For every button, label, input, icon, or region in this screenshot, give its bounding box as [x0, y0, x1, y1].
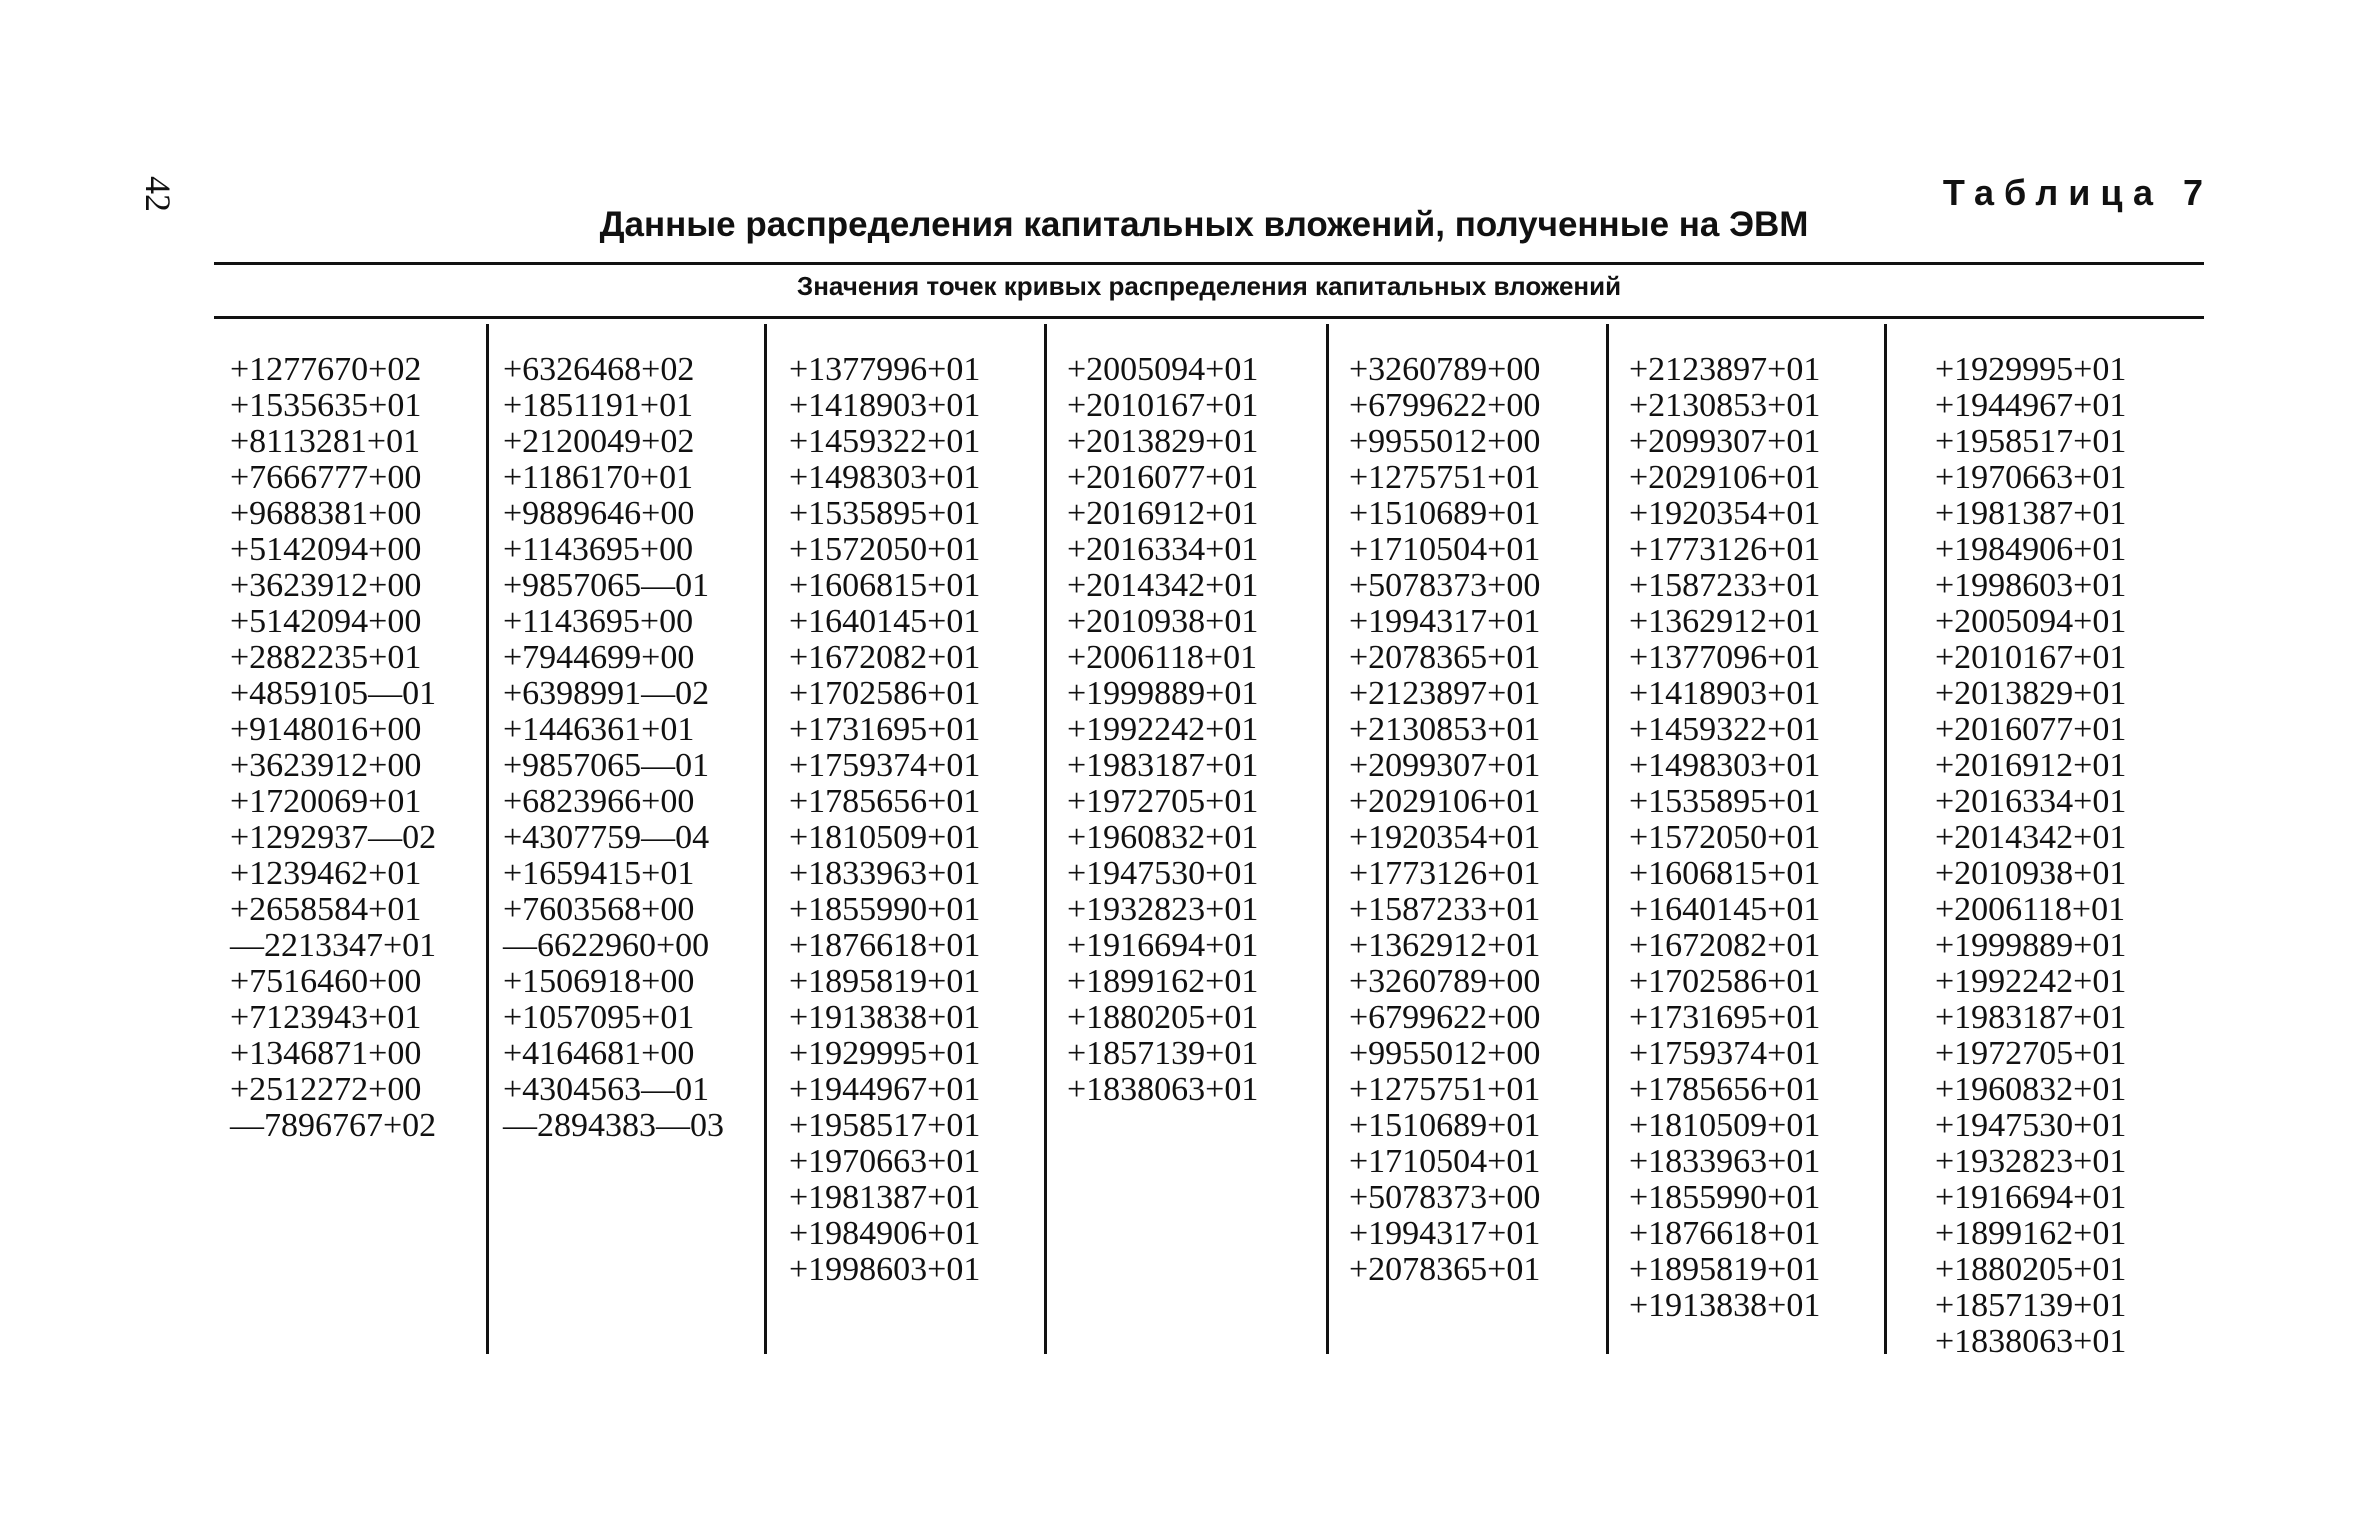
table-cell: +1498303+01	[1629, 747, 1821, 784]
table-cell: +2882235+01	[230, 639, 422, 676]
data-column-5	[1326, 324, 1610, 1354]
table-cell: +1838063+01	[1067, 1071, 1259, 1108]
table-cell: +6799622+00	[1349, 387, 1541, 424]
table-cell: +1459322+01	[789, 423, 981, 460]
table-title: Данные распределения капитальных вложений, полученные на ЭВМ	[599, 205, 1809, 244]
table-cell: +1833963+01	[789, 855, 981, 892]
table-cell: +5078373+00	[1349, 567, 1541, 604]
table-cell: +1913838+01	[789, 999, 981, 1036]
table-cell: +1377996+01	[789, 351, 981, 388]
table-cell: +1920354+01	[1629, 495, 1821, 532]
table-cell: +1731695+01	[789, 711, 981, 748]
table-cell: +1362912+01	[1629, 603, 1821, 640]
table-cell: +1984906+01	[1935, 531, 2127, 568]
table-cell: +1916694+01	[1067, 927, 1259, 964]
table-cell: +1606815+01	[1629, 855, 1821, 892]
table-cell: +1640145+01	[1629, 891, 1821, 928]
table-cell: +3260789+00	[1349, 963, 1541, 1000]
table-cell: +9955012+00	[1349, 1035, 1541, 1072]
table-cell: +2512272+00	[230, 1071, 422, 1108]
table-cell: +2013829+01	[1067, 423, 1259, 460]
table-cell: +2016334+01	[1067, 531, 1259, 568]
table-cell: +6398991—02	[503, 675, 710, 712]
value-list	[1935, 352, 2184, 1360]
table-cell: +9688381+00	[230, 495, 422, 532]
table-cell: +5078373+00	[1349, 1179, 1541, 1216]
table-cell: +1960832+01	[1067, 819, 1259, 856]
table-cell: +1880205+01	[1935, 1251, 2127, 1288]
table-cell: +1672082+01	[789, 639, 981, 676]
page-number: 42	[138, 176, 178, 212]
table-cell: +1510689+01	[1349, 1107, 1541, 1144]
table-cell: +1239462+01	[230, 855, 422, 892]
table-cell: +3260789+00	[1349, 351, 1541, 388]
table-cell: +1855990+01	[1629, 1179, 1821, 1216]
data-columns	[214, 324, 2204, 1360]
table-cell: —7896767+02	[230, 1107, 437, 1144]
table-cell: +1277670+02	[230, 351, 422, 388]
table-cell: +5142094+00	[230, 603, 422, 640]
table-cell: +1970663+01	[1935, 459, 2127, 496]
table-cell: +4859105—01	[230, 675, 437, 712]
table-cell: +2120049+02	[503, 423, 695, 460]
table-cell: +1983187+01	[1067, 747, 1259, 784]
data-column-3	[764, 324, 1048, 1354]
table-cell: +1506918+00	[503, 963, 695, 1000]
table-cell: +1346871+00	[230, 1035, 422, 1072]
table-cell: +2005094+01	[1067, 351, 1259, 388]
table-cell: +1972705+01	[1067, 783, 1259, 820]
table-cell: +1876618+01	[1629, 1215, 1821, 1252]
table-cell: +1275751+01	[1349, 459, 1541, 496]
table-cell: +3623912+00	[230, 747, 422, 784]
table-cell: +2014342+01	[1067, 567, 1259, 604]
table-cell: +4304563—01	[503, 1071, 710, 1108]
table-cell: +1702586+01	[1629, 963, 1821, 1000]
table-cell: +1998603+01	[1935, 567, 2127, 604]
table-cell: +1999889+01	[1067, 675, 1259, 712]
table-cell: +1916694+01	[1935, 1179, 2127, 1216]
table-cell: +1773126+01	[1629, 531, 1821, 568]
table-cell: +1970663+01	[789, 1143, 981, 1180]
table-cell: +1851191+01	[503, 387, 694, 424]
table-cell: +6823966+00	[503, 783, 695, 820]
table-cell: +1932823+01	[1935, 1143, 2127, 1180]
table-cell: +1510689+01	[1349, 495, 1541, 532]
table-cell: +1833963+01	[1629, 1143, 1821, 1180]
table-cell: +1958517+01	[789, 1107, 981, 1144]
table-cell: +1899162+01	[1935, 1215, 2127, 1252]
table-cell: +1947530+01	[1067, 855, 1259, 892]
table-cell: +1446361+01	[503, 711, 695, 748]
table-subheader: Значения точек кривых распределения капитальных вложений	[796, 271, 1622, 301]
table-cell: +1880205+01	[1067, 999, 1259, 1036]
table-cell: +1759374+01	[789, 747, 981, 784]
table-cell: +2123897+01	[1629, 351, 1821, 388]
table-cell: +1606815+01	[789, 567, 981, 604]
table-cell: +9857065—01	[503, 747, 710, 784]
table-cell: +2010938+01	[1935, 855, 2127, 892]
table-cell: +1535895+01	[789, 495, 981, 532]
table-cell: +2005094+01	[1935, 603, 2127, 640]
data-column-6	[1606, 324, 1890, 1354]
header-rule	[214, 316, 2204, 319]
table-cell: +1838063+01	[1935, 1323, 2127, 1360]
table-cell: +1983187+01	[1935, 999, 2127, 1036]
table-cell: +1944967+01	[789, 1071, 981, 1108]
table-cell: +2006118+01	[1067, 639, 1258, 676]
value-list	[1629, 352, 1890, 1324]
table-cell: +1857139+01	[1935, 1287, 2127, 1324]
table-cell: +3623912+00	[230, 567, 422, 604]
table-cell: +1659415+01	[503, 855, 695, 892]
table-cell: +1720069+01	[230, 783, 422, 820]
table-cell: +1947530+01	[1935, 1107, 2127, 1144]
table-cell: +1913838+01	[1629, 1287, 1821, 1324]
table-label: Таблица 7	[1942, 172, 2213, 213]
table-cell: +1857139+01	[1067, 1035, 1259, 1072]
table-cell: +7516460+00	[230, 963, 422, 1000]
table-cell: +2016077+01	[1935, 711, 2127, 748]
table-cell: +7123943+01	[230, 999, 422, 1036]
table-cell: +1992242+01	[1067, 711, 1259, 748]
table-cell: +1998603+01	[789, 1251, 981, 1288]
table-cell: +6326468+02	[503, 351, 695, 388]
table-cell: +1899162+01	[1067, 963, 1259, 1000]
table-cell: +1992242+01	[1935, 963, 2127, 1000]
table-cell: +2010938+01	[1067, 603, 1259, 640]
table-cell: +1362912+01	[1349, 927, 1541, 964]
table-cell: +1418903+01	[1629, 675, 1821, 712]
table-cell: +4307759—04	[503, 819, 710, 856]
table-cell: —2213347+01	[230, 927, 437, 964]
table-cell: +1535895+01	[1629, 783, 1821, 820]
table-cell: +1186170+01	[503, 459, 694, 496]
table-cell: +1710504+01	[1349, 531, 1541, 568]
table-cell: +1572050+01	[1629, 819, 1821, 856]
table-cell: +2130853+01	[1349, 711, 1541, 748]
value-list	[1349, 352, 1610, 1288]
table-cell: +1999889+01	[1935, 927, 2127, 964]
table-cell: +2099307+01	[1629, 423, 1821, 460]
table-cell: +2006118+01	[1935, 891, 2126, 928]
value-list	[789, 352, 1048, 1288]
table-cell: +1292937—02	[230, 819, 437, 856]
table-cell: +1785656+01	[789, 783, 981, 820]
table-cell: +1572050+01	[789, 531, 981, 568]
table-cell: +1587233+01	[1629, 567, 1821, 604]
table-cell: +4164681+00	[503, 1035, 695, 1072]
table-cell: +1459322+01	[1629, 711, 1821, 748]
table-cell: +1498303+01	[789, 459, 981, 496]
table-cell: +2016912+01	[1935, 747, 2127, 784]
table-cell: +1057095+01	[503, 999, 695, 1036]
table-cell: +6799622+00	[1349, 999, 1541, 1036]
table-cell: +1960832+01	[1935, 1071, 2127, 1108]
table-cell: +1418903+01	[789, 387, 981, 424]
table-cell: +2029106+01	[1629, 459, 1821, 496]
table-cell: +9148016+00	[230, 711, 422, 748]
table-cell: +2014342+01	[1935, 819, 2127, 856]
table-cell: —6622960+00	[503, 927, 710, 964]
table-cell: +2016334+01	[1935, 783, 2127, 820]
table-cell: +1929995+01	[1935, 351, 2127, 388]
table-cell: +1981387+01	[1935, 495, 2127, 532]
table-cell: +2078365+01	[1349, 1251, 1541, 1288]
table-cell: +1143695+00	[503, 531, 694, 568]
table-cell: +1984906+01	[789, 1215, 981, 1252]
table-cell: +7666777+00	[230, 459, 422, 496]
table-cell: +2130853+01	[1629, 387, 1821, 424]
data-column-4	[1044, 324, 1328, 1354]
table-cell: +1895819+01	[1629, 1251, 1821, 1288]
table-cell: +2010167+01	[1067, 387, 1259, 424]
table-cell: +1785656+01	[1629, 1071, 1821, 1108]
table-cell: +2658584+01	[230, 891, 422, 928]
table-cell: +1981387+01	[789, 1179, 981, 1216]
table-cell: +1994317+01	[1349, 603, 1541, 640]
table-cell: +7944699+00	[503, 639, 695, 676]
table-cell: +1640145+01	[789, 603, 981, 640]
table-cell: +1672082+01	[1629, 927, 1821, 964]
table-cell: +2013829+01	[1935, 675, 2127, 712]
table-cell: +1932823+01	[1067, 891, 1259, 928]
table-cell: +2123897+01	[1349, 675, 1541, 712]
table-cell: +1377096+01	[1629, 639, 1821, 676]
table-cell: +2099307+01	[1349, 747, 1541, 784]
table-cell: +1876618+01	[789, 927, 981, 964]
data-column-1	[230, 324, 500, 1354]
table-cell: +9889646+00	[503, 495, 695, 532]
value-list	[230, 352, 500, 1144]
table-cell: +2016912+01	[1067, 495, 1259, 532]
table-cell: +1958517+01	[1935, 423, 2127, 460]
table-cell: +1535635+01	[230, 387, 422, 424]
table-cell: +1895819+01	[789, 963, 981, 1000]
table-cell: +2016077+01	[1067, 459, 1259, 496]
table-cell: +1702586+01	[789, 675, 981, 712]
table-cell: +2010167+01	[1935, 639, 2127, 676]
table-cell: +1944967+01	[1935, 387, 2127, 424]
table-cell: +1810509+01	[789, 819, 981, 856]
table-cell: +9955012+00	[1349, 423, 1541, 460]
table-cell: +1994317+01	[1349, 1215, 1541, 1252]
table-cell: +1731695+01	[1629, 999, 1821, 1036]
value-list	[1067, 352, 1328, 1108]
table-cell: +1855990+01	[789, 891, 981, 928]
data-column-7	[1884, 324, 2184, 1360]
table-cell: +1920354+01	[1349, 819, 1541, 856]
table-cell: +1587233+01	[1349, 891, 1541, 928]
table-cell: +1810509+01	[1629, 1107, 1821, 1144]
table-cell: —2894383—03	[503, 1107, 724, 1144]
value-list	[503, 352, 770, 1144]
table-cell: +1759374+01	[1629, 1035, 1821, 1072]
table-cell: +2029106+01	[1349, 783, 1541, 820]
table-cell: +8113281+01	[230, 423, 421, 460]
table-cell: +1275751+01	[1349, 1071, 1541, 1108]
table-cell: +5142094+00	[230, 531, 422, 568]
table-cell: +2078365+01	[1349, 639, 1541, 676]
table-cell: +9857065—01	[503, 567, 710, 604]
table-cell: +1929995+01	[789, 1035, 981, 1072]
table-cell: +1773126+01	[1349, 855, 1541, 892]
table-cell: +7603568+00	[503, 891, 695, 928]
table-cell: +1710504+01	[1349, 1143, 1541, 1180]
data-column-2	[486, 324, 770, 1354]
table-cell: +1972705+01	[1935, 1035, 2127, 1072]
table-cell: +1143695+00	[503, 603, 694, 640]
top-rule	[214, 262, 2204, 265]
